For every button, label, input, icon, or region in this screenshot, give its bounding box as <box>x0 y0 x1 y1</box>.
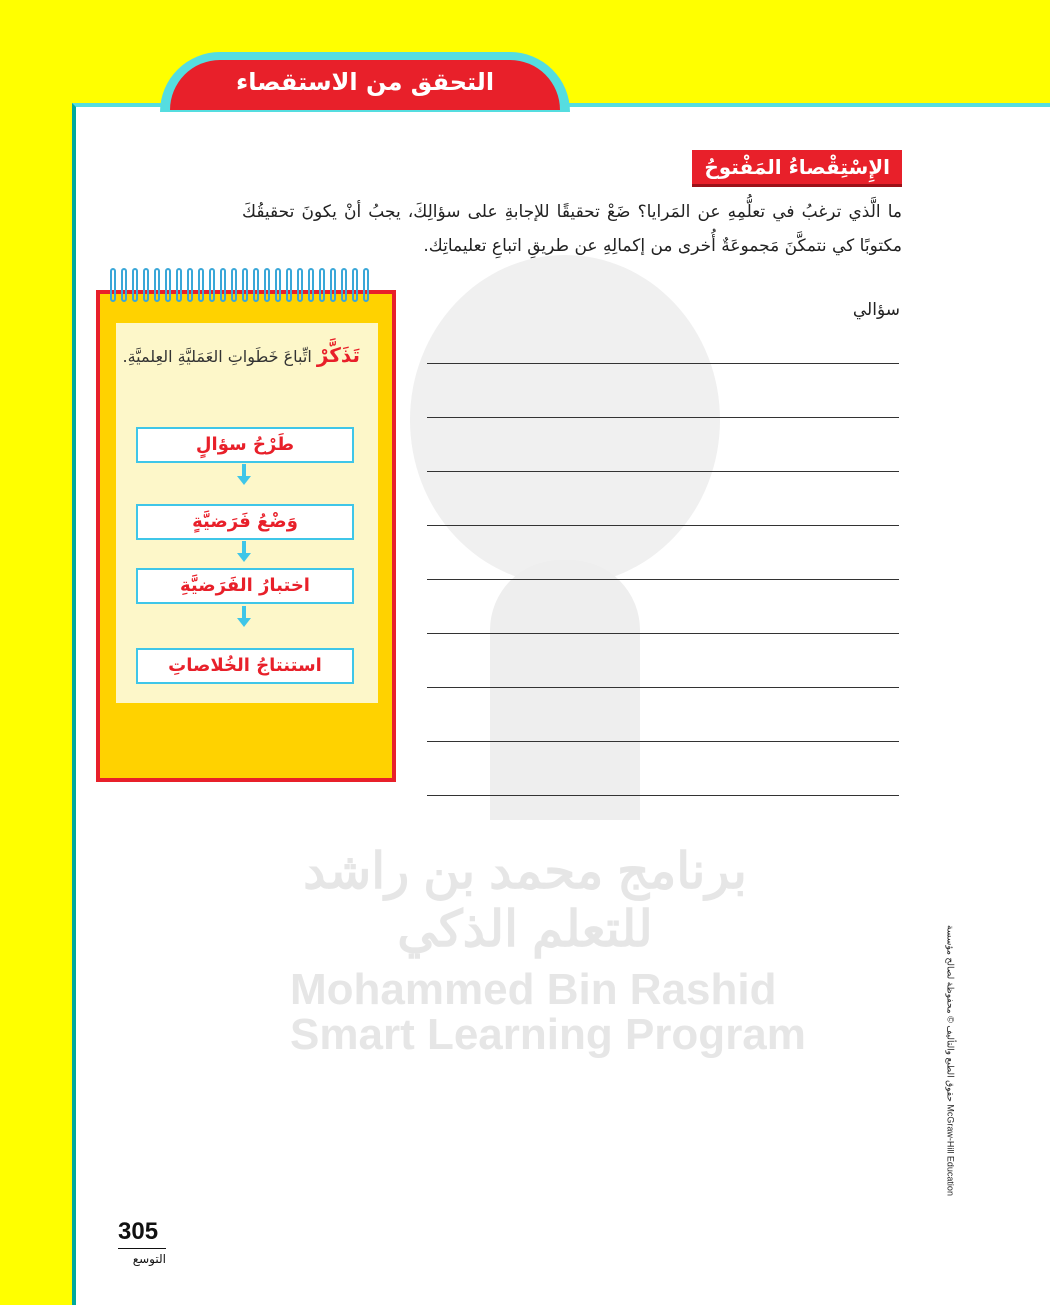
copyright-text: حقوق الطبع والتأليف © محفوظة لصالح مؤسسة McGraw-Hill Education <box>945 925 956 1196</box>
arrow-down-icon <box>237 464 251 486</box>
step-hypothesis: وَضْعُ فَرَضيَّةٍ <box>136 504 354 540</box>
notebook-spiral-icon <box>110 268 380 308</box>
watermark-english-line2: Smart Learning Program <box>290 1010 806 1059</box>
header-title: التحقق من الاستقصاء <box>235 68 495 96</box>
chapter-label: التوسع <box>132 1252 166 1266</box>
copyright-notice <box>945 905 957 1215</box>
answer-line[interactable] <box>427 633 899 634</box>
remember-text: اتِّباعَ خَطَواتِ العَمَليَّةِ العِلميَّةِ. <box>122 347 312 366</box>
watermark-english-line1: Mohammed Bin Rashid <box>290 965 777 1014</box>
step-test-hypothesis: اختبارُ الفَرَضيَّةِ <box>136 568 354 604</box>
answer-line[interactable] <box>427 525 899 526</box>
section-paragraph: ما الَّذي ترغبُ في تعلُّمِهِ عن المَرايا؟ ضَعْ تحقيقًا للإجابةِ على سؤالِكَ، يجبُ أنْ يكونَ تحقيقُكَ مكتوبًا كي نتمكَّنَ مَجموعَةٌ أُخرى من إكمالِهِ عن طريقِ اتباعِ تعليماتِك. <box>242 202 902 256</box>
remember-note <box>120 343 360 369</box>
remember-keyword: تَذَكَّرْ <box>316 343 360 367</box>
page-number: 305 <box>118 1218 159 1245</box>
section-title: الإِسْتِقْصاءُ المَفْتوحُ <box>692 150 902 187</box>
answer-line[interactable] <box>427 579 899 580</box>
watermark-figure <box>490 560 640 820</box>
arrow-down-icon <box>237 541 251 563</box>
answer-line[interactable] <box>427 687 899 688</box>
page-number-rule <box>118 1248 166 1249</box>
arrow-down-icon <box>237 606 251 628</box>
step-ask-question: طَرْحُ سؤالٍ <box>136 427 354 463</box>
answer-line[interactable] <box>427 795 899 796</box>
watermark-circle <box>410 255 720 585</box>
answer-line[interactable] <box>427 741 899 742</box>
answer-line[interactable] <box>427 363 899 364</box>
step-conclusions: استنتاجُ الخُلاصاتِ <box>136 648 354 684</box>
watermark-arabic-line2: للتعلم الذكي <box>397 901 653 957</box>
question-label: سؤالي <box>852 300 900 320</box>
answer-line[interactable] <box>427 417 899 418</box>
watermark-arabic-line1: برنامج محمد بن راشد <box>303 843 747 899</box>
answer-line[interactable] <box>427 471 899 472</box>
